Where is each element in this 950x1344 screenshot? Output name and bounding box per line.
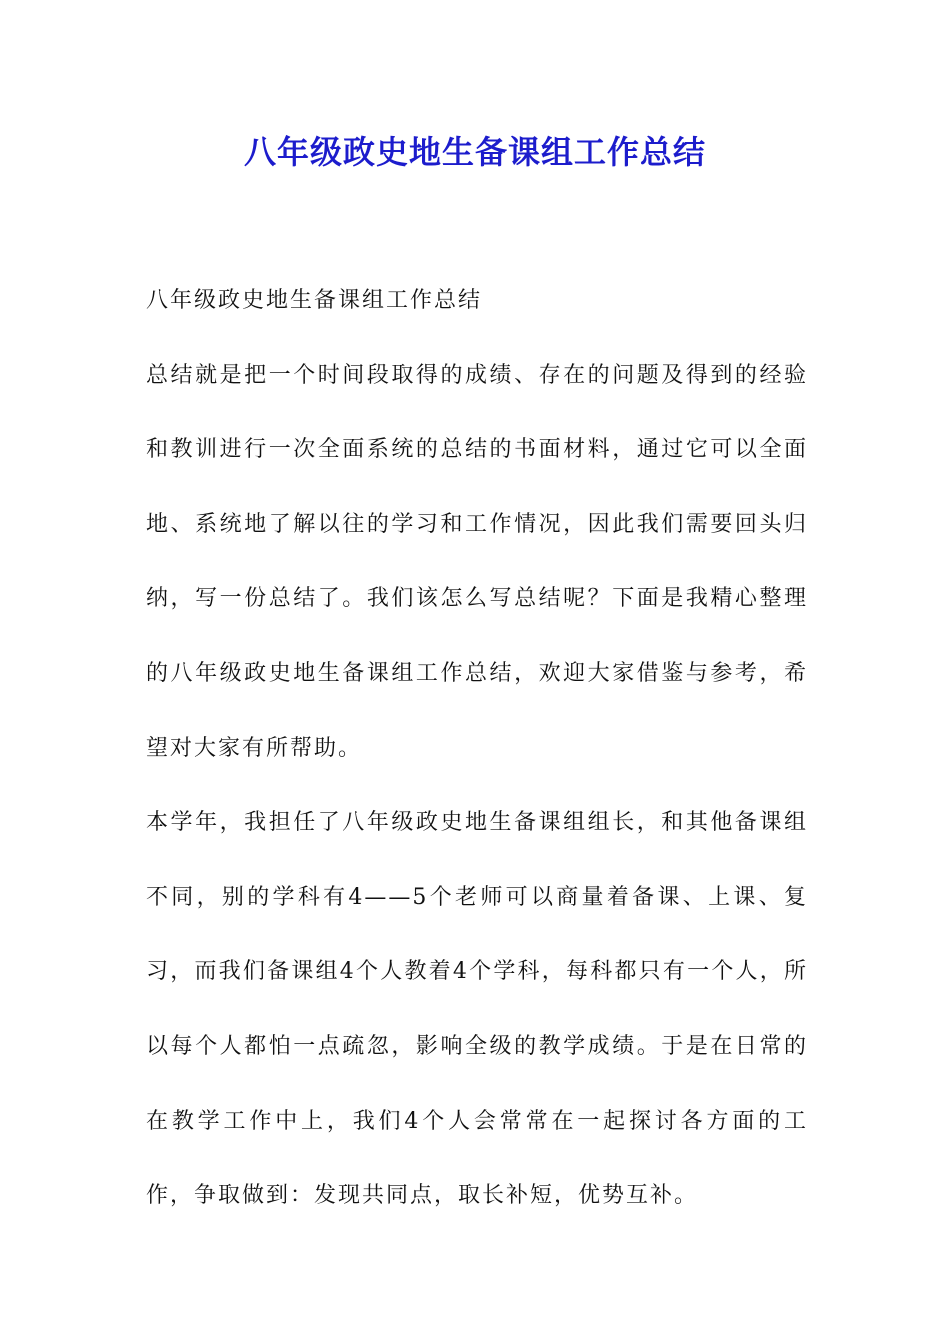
- paragraph-intro: 总结就是把一个时间段取得的成绩、存在的问题及得到的经验和教训进行一次全面系统的总结的书面材料，通过它可以全面地、系统地了解以往的学习和工作情况，因此我们需要回头归纳，写一份总结了。我们该怎么写总结呢？下面是我精心整理的八年级政史地生备课组工作总结，欢迎大家借鉴与参考，希望对大家有所帮助。: [146, 362, 808, 761]
- document-title: 八年级政史地生备课组工作总结: [243, 133, 706, 171]
- paragraph-main: 本学年，我担任了八年级政史地生备课组组长，和其他备课组不同，别的学科有4——5个老师可以商量着备课、上课、复习，而我们备课组4个人教着4个学科，每科都只有一个人，所以每个人都怕一点疏忽，影响全级的教学成绩。于是在日常的在教学工作中上，我们4个人会常常在一起探讨各方面的工作，争取做到：发现共同点，取长补短，优势互补。: [146, 810, 808, 1209]
- paragraph-subtitle: 八年级政史地生备课组工作总结: [146, 288, 483, 313]
- document-body: [146, 264, 808, 1234]
